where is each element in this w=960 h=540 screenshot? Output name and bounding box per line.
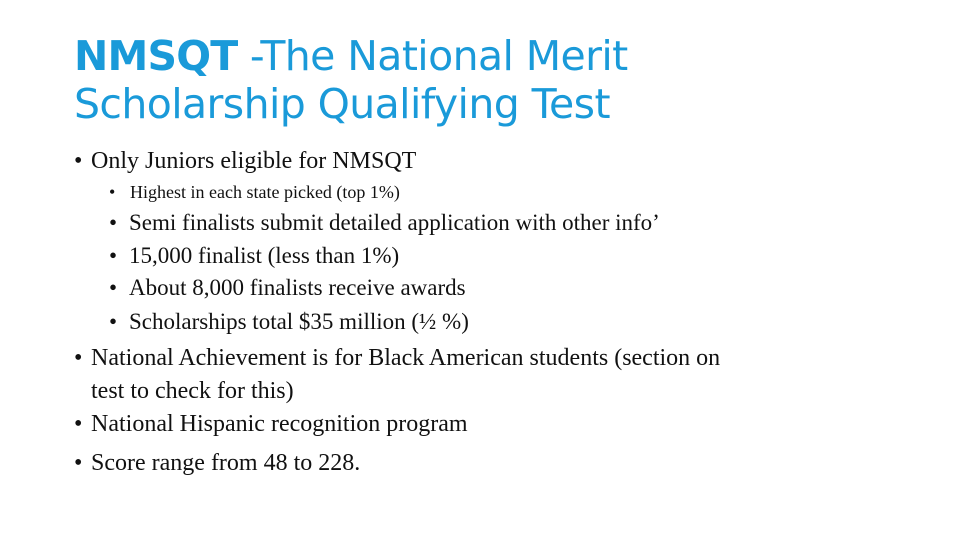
bullet-text: Only Juniors eligible for NMSQT [91,148,417,174]
bullet-icon: • [109,210,118,235]
bullet-text: Semi finalists submit detailed application with other info’ [129,210,660,235]
bullet-item [74,447,361,480]
sub-bullet-item [109,239,400,272]
bullet-item [74,408,468,441]
bullet-icon: • [74,148,83,174]
bullet-item [74,342,721,408]
bullet-icon: • [74,450,83,476]
sub-bullet-item [109,305,469,338]
bullet-icon: • [74,345,83,371]
bullet-text: National Hispanic recognition program [91,411,468,437]
bullet-text: Scholarships total $35 million (½ %) [129,309,469,334]
title-text-line-2: Scholarship Qualifying Test [74,80,610,128]
bullet-icon: • [74,411,83,437]
bullet-icon: • [109,243,118,268]
bullet-text: About 8,000 finalists receive awards [129,275,466,300]
bullet-icon: • [109,309,118,334]
sub-bullet-item [109,271,466,304]
bullet-text: National Achievement is for Black American students (section on test to check for this) [91,345,721,404]
bullet-item [74,145,417,178]
title-text: -The National Merit [237,32,628,80]
sub-bullet-item [109,206,660,239]
bullet-icon: • [109,275,118,300]
bullet-text: 15,000 finalist (less than 1%) [129,243,400,268]
bullet-text: Score range from 48 to 228. [91,450,361,476]
title-acronym: NMSQT [74,32,238,80]
slide-title [74,32,934,128]
bullet-text: Highest in each state picked (top 1%) [130,182,400,202]
sub-bullet-item [109,181,400,203]
bullet-icon: • [109,182,116,202]
